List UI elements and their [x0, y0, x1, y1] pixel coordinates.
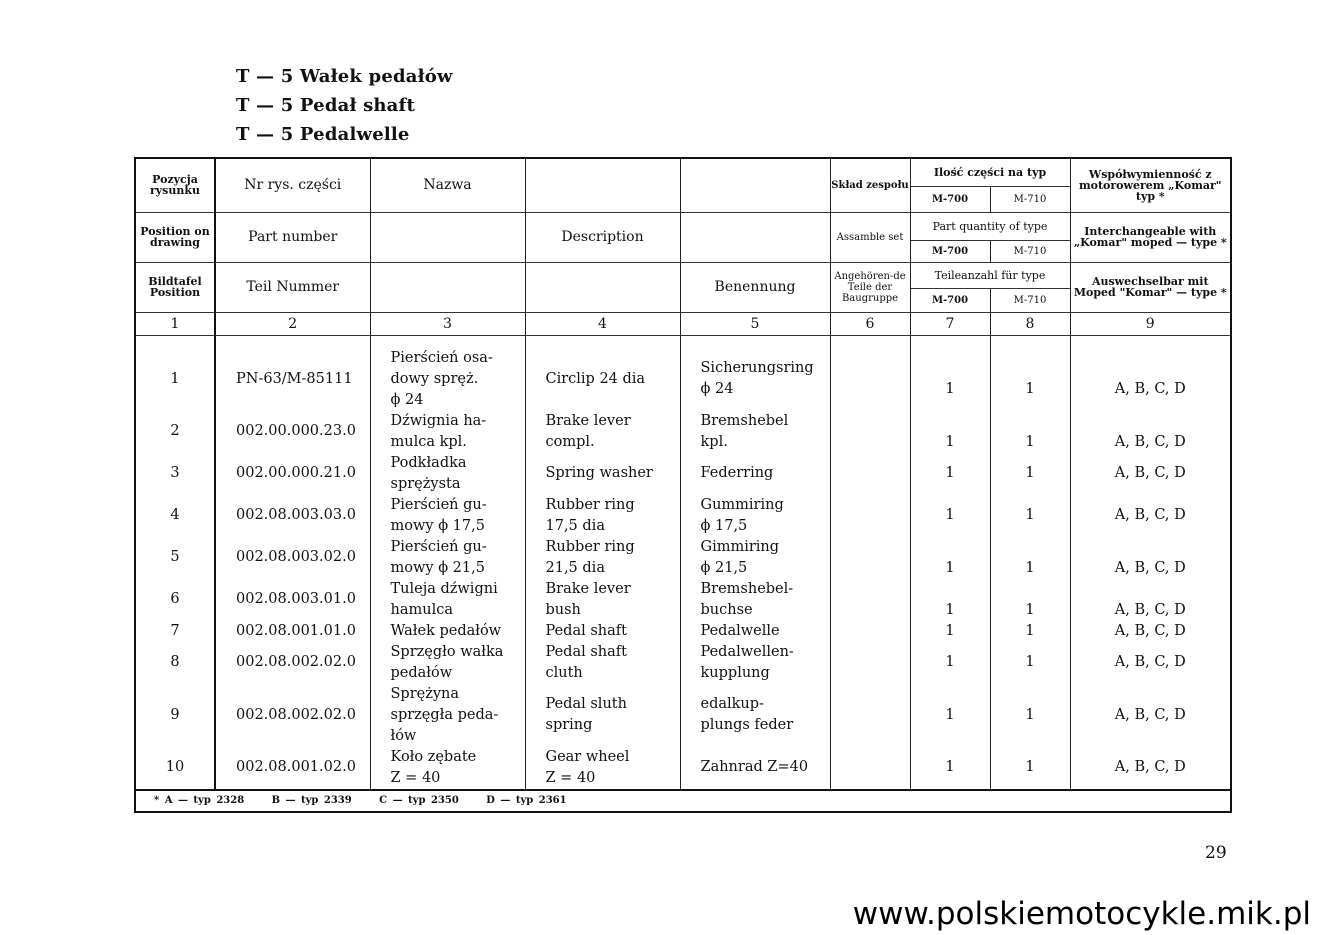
header-assembly-pl: Skład zespołu [830, 158, 910, 212]
row-qty-m710: 1 [990, 684, 1070, 747]
header-position-de: Bildtafel Position [135, 262, 215, 312]
table-row [135, 642, 1231, 684]
row-qty-m710: 1 [990, 642, 1070, 684]
row-name-german: Pedalwelle [680, 621, 830, 642]
row-part-number: PN-63/M-85111 [215, 335, 370, 411]
row-interchange: A, B, C, D [1070, 335, 1231, 411]
row-name-english: Pedal shaft [525, 621, 680, 642]
header-position-en: Position on drawing [135, 212, 215, 262]
row-name-english: Circlip 24 dia [525, 335, 680, 411]
header-blank-en [525, 158, 680, 212]
row-part-number: 002.00.000.21.0 [215, 453, 370, 495]
header-qty-m700-de: M-700 [910, 288, 990, 312]
row-name-german: Pedalwellen- kupplung [680, 642, 830, 684]
parts-rows [135, 335, 1231, 790]
row-position: 2 [135, 411, 215, 453]
row-position: 9 [135, 684, 215, 747]
row-qty-m700: 1 [910, 747, 990, 790]
row-name-polish: Tuleja dźwigni hamulca [370, 579, 525, 621]
row-qty-m710: 1 [990, 621, 1070, 642]
row-interchange: A, B, C, D [1070, 684, 1231, 747]
row-qty-m700: 1 [910, 495, 990, 537]
header-qty-m700-en: M-700 [910, 240, 990, 262]
header-part-number-pl: Nr rys. części [215, 158, 370, 212]
row-part-number: 002.08.002.02.0 [215, 684, 370, 747]
row-name-polish: Wałek pedałów [370, 621, 525, 642]
row-interchange: A, B, C, D [1070, 642, 1231, 684]
row-assembly [830, 335, 910, 411]
table-row [135, 747, 1231, 790]
row-part-number: 002.08.003.01.0 [215, 579, 370, 621]
row-name-english: Spring washer [525, 453, 680, 495]
header-blank-de [680, 158, 830, 212]
header-qty-m710-de: M-710 [990, 288, 1070, 312]
header-blank-de-2 [680, 212, 830, 262]
title-polish: T — 5 Wałek pedałów [236, 66, 453, 87]
row-part-number: 002.08.003.02.0 [215, 537, 370, 579]
row-name-polish: Sprężyna sprzęgła peda- łów [370, 684, 525, 747]
col-number: 8 [990, 312, 1070, 335]
row-qty-m710: 1 [990, 579, 1070, 621]
row-name-english: Rubber ring 17,5 dia [525, 495, 680, 537]
row-part-number: 002.08.003.03.0 [215, 495, 370, 537]
row-interchange: A, B, C, D [1070, 747, 1231, 790]
col-number: 5 [680, 312, 830, 335]
row-position: 7 [135, 621, 215, 642]
row-name-english: Brake lever bush [525, 579, 680, 621]
row-name-polish: Pierścień osa- dowy spręż. ϕ 24 [370, 335, 525, 411]
header-interchange-pl: Współwymienność z motorowerem „Komar" typ * [1070, 158, 1231, 212]
row-position: 1 [135, 335, 215, 411]
row-name-polish: Koło zębate Z = 40 [370, 747, 525, 790]
row-qty-m710: 1 [990, 411, 1070, 453]
row-position: 5 [135, 537, 215, 579]
row-assembly [830, 621, 910, 642]
row-assembly [830, 579, 910, 621]
header-assembly-en: Assamble set [830, 212, 910, 262]
row-qty-m710: 1 [990, 335, 1070, 411]
row-name-german: Bremshebel- buchse [680, 579, 830, 621]
header-name-en: Description [525, 212, 680, 262]
column-number-row [135, 312, 1231, 335]
row-name-german: edalkup- plungs feder [680, 684, 830, 747]
row-qty-m700: 1 [910, 537, 990, 579]
header-interchange-de: Auswechselbar mit Moped "Komar" — type * [1070, 262, 1231, 312]
col-number: 3 [370, 312, 525, 335]
page-titles [236, 62, 453, 149]
title-german: T — 5 Pedalwelle [236, 124, 410, 145]
header-part-number-de: Teil Nummer [215, 262, 370, 312]
table-row [135, 621, 1231, 642]
row-interchange: A, B, C, D [1070, 621, 1231, 642]
row-assembly [830, 453, 910, 495]
row-interchange: A, B, C, D [1070, 453, 1231, 495]
row-assembly [830, 495, 910, 537]
row-name-german: Federring [680, 453, 830, 495]
table-row [135, 495, 1231, 537]
row-name-german: Bremshebel kpl. [680, 411, 830, 453]
row-name-english: Pedal sluth spring [525, 684, 680, 747]
row-position: 4 [135, 495, 215, 537]
row-qty-m710: 1 [990, 537, 1070, 579]
row-qty-m710: 1 [990, 453, 1070, 495]
row-interchange: A, B, C, D [1070, 411, 1231, 453]
row-name-german: Sicherungsring ϕ 24 [680, 335, 830, 411]
header-blank-pl-3 [370, 262, 525, 312]
row-assembly [830, 537, 910, 579]
header-qty-m710-en: M-710 [990, 240, 1070, 262]
header-interchange-en: Interchangeable with „Komar" moped — type * [1070, 212, 1231, 262]
row-name-german: Gimmiring ϕ 21,5 [680, 537, 830, 579]
row-name-german: Zahnrad Z=40 [680, 747, 830, 790]
header-qty-en: Part quantity of type [910, 212, 1070, 240]
col-number: 1 [135, 312, 215, 335]
row-part-number: 002.08.001.01.0 [215, 621, 370, 642]
row-position: 3 [135, 453, 215, 495]
header-position-pl: Pozycja rysunku [135, 158, 215, 212]
header-blank-en-3 [525, 262, 680, 312]
row-qty-m700: 1 [910, 684, 990, 747]
row-position: 10 [135, 747, 215, 790]
row-qty-m700: 1 [910, 642, 990, 684]
row-qty-m700: 1 [910, 621, 990, 642]
row-part-number: 002.00.000.23.0 [215, 411, 370, 453]
col-number: 2 [215, 312, 370, 335]
table-row [135, 335, 1231, 411]
table-row [135, 537, 1231, 579]
row-qty-m700: 1 [910, 453, 990, 495]
table-row [135, 684, 1231, 747]
row-position: 8 [135, 642, 215, 684]
header-qty-m700: M-700 [910, 186, 990, 212]
row-qty-m710: 1 [990, 495, 1070, 537]
col-number: 4 [525, 312, 680, 335]
row-interchange: A, B, C, D [1070, 579, 1231, 621]
header-part-number-en: Part number [215, 212, 370, 262]
col-number: 6 [830, 312, 910, 335]
watermark-url: www.polskiemotocykle.mik.pl [852, 896, 1311, 932]
row-name-polish: Sprzęgło wałka pedałów [370, 642, 525, 684]
row-part-number: 002.08.001.02.0 [215, 747, 370, 790]
row-name-english: Brake lever compl. [525, 411, 680, 453]
row-qty-m700: 1 [910, 335, 990, 411]
table-row [135, 411, 1231, 453]
row-part-number: 002.08.002.02.0 [215, 642, 370, 684]
parts-table [134, 157, 1232, 813]
row-qty-m710: 1 [990, 747, 1070, 790]
row-name-polish: Dźwignia ha- mulca kpl. [370, 411, 525, 453]
header-name-pl: Nazwa [370, 158, 525, 212]
row-name-english: Pedal shaft cluth [525, 642, 680, 684]
page-number: 29 [1205, 843, 1227, 863]
header-blank-pl [370, 212, 525, 262]
row-name-german: Gummiring ϕ 17,5 [680, 495, 830, 537]
row-name-polish: Podkładka sprężysta [370, 453, 525, 495]
row-assembly [830, 684, 910, 747]
row-name-polish: Pierścień gu- mowy ϕ 17,5 [370, 495, 525, 537]
row-qty-m700: 1 [910, 579, 990, 621]
header-qty-pl: Ilość części na typ [910, 158, 1070, 186]
row-name-english: Rubber ring 21,5 dia [525, 537, 680, 579]
header-assembly-de: Angehören-de Teile der Baugruppe [830, 262, 910, 312]
row-name-polish: Pierścień gu- mowy ϕ 21,5 [370, 537, 525, 579]
table-row [135, 579, 1231, 621]
title-english: T — 5 Pedał shaft [236, 95, 416, 116]
footnote-row [135, 790, 1231, 812]
row-assembly [830, 411, 910, 453]
header-qty-m710: M-710 [990, 186, 1070, 212]
footnote: * A — typ 2328 B — typ 2339 C — typ 2350 D — typ 2361 [135, 790, 1231, 812]
row-assembly [830, 642, 910, 684]
header-qty-de: Teileanzahl für type [910, 262, 1070, 288]
row-interchange: A, B, C, D [1070, 495, 1231, 537]
row-assembly [830, 747, 910, 790]
row-position: 6 [135, 579, 215, 621]
row-qty-m700: 1 [910, 411, 990, 453]
row-interchange: A, B, C, D [1070, 537, 1231, 579]
col-number: 7 [910, 312, 990, 335]
table-row [135, 453, 1231, 495]
header-name-de: Benennung [680, 262, 830, 312]
row-name-english: Gear wheel Z = 40 [525, 747, 680, 790]
col-number: 9 [1070, 312, 1231, 335]
